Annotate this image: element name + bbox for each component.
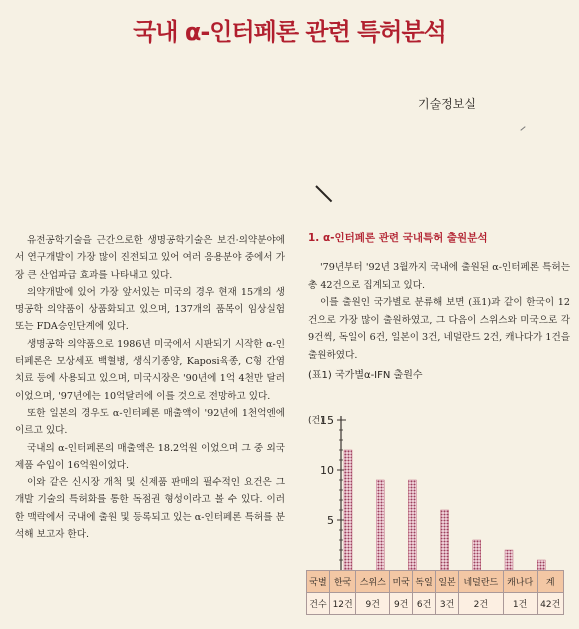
bar <box>344 450 352 570</box>
table-total-cell: 42건 <box>537 593 563 615</box>
patent-count-table <box>306 570 564 615</box>
table-header-cell: 캐나다 <box>503 571 537 593</box>
table-cell: 1건 <box>503 593 537 615</box>
paragraph: 이와 같은 신시장 개척 및 신제품 판매의 필수적인 요건은 그 개발 기술의 특허화를 통한 독점권 형성이라고 볼 수 있다. 이러한 맥락에서 국내에 출원 및 등록되고 있는 α-인터페론 특허를 분석해 보고자 한다. <box>15 477 285 541</box>
table-header-cell: 일본 <box>436 571 459 593</box>
left-column <box>15 232 285 543</box>
bar <box>505 550 513 570</box>
paragraph: 또한 일본의 경우도 α-인터페론 매출액이 '92년에 1천억엔에 이르고 있다. <box>15 407 285 437</box>
table-cell: 9건 <box>390 593 413 615</box>
table-cell: 6건 <box>413 593 436 615</box>
paragraph: 생명공학 의약품으로 1986년 미국에서 시판되기 시작한 α-인터페론은 모상세포 백혈병, 생식기종양, Kaposi육종, C형 간염치료 등에 사용되고 있으며, 미국시장은 '90년에 1억 4천만 달러 이었으며, '97년에는 10억달러에 이를 것으로 전망하고 있다. <box>15 338 285 402</box>
y-tick-label: 5 <box>327 514 334 527</box>
bar <box>441 510 449 570</box>
bar <box>473 540 481 570</box>
section-heading: 1. α-인터페론 관련 국내특허 출원분석 <box>308 232 488 244</box>
table-cell: 2건 <box>459 593 504 615</box>
table-header-cell: 독일 <box>413 571 436 593</box>
bar <box>408 480 416 570</box>
bar-chart <box>305 408 567 572</box>
table-header-row <box>307 571 564 593</box>
decorative-slash <box>315 185 332 202</box>
author-department: 기술정보실 <box>418 97 476 111</box>
table-cell: 3건 <box>436 593 459 615</box>
decorative-tick <box>520 126 525 131</box>
table-cell: 12건 <box>329 593 355 615</box>
bar <box>376 480 384 570</box>
table-header-cell: 네덜란드 <box>459 571 504 593</box>
paragraph: 유전공학기술을 근간으로한 생명공학기술은 보건·의약분야에서 연구개발이 가장 많이 진전되고 있어 여러 응용분야 중에서 가장 큰 산업파급 효과를 나타내고 있다. <box>15 235 285 281</box>
paragraph: 이를 출원인 국가별로 분류해 보면 (표1)과 같이 한국이 12건으로 가장 많이 출원하였고, 그 다음이 스위스와 미국으로 각 9건씩, 독일이 6건, 일본이 3건, 네덜란드 2건, 캐나다가 1건을 출원하였다. <box>308 297 570 361</box>
table-row <box>307 593 564 615</box>
bar <box>537 560 545 570</box>
right-column <box>308 230 570 381</box>
table-header-cell: 스위스 <box>356 571 390 593</box>
table-row-label: 건수 <box>307 593 330 615</box>
y-tick-label: 15 <box>320 414 334 427</box>
y-axis-label: (건) <box>308 416 324 426</box>
table-caption: (표1) 국가별α-IFN 출원수 <box>308 370 423 381</box>
article-title: 국내 α-인터페론 관련 특허분석 <box>133 18 446 46</box>
table-header-label: 국별 <box>307 571 330 593</box>
table-header-cell: 한국 <box>329 571 355 593</box>
table-header-cell: 미국 <box>390 571 413 593</box>
paragraph: '79년부터 '92년 3월까지 국내에 출원된 α-인터페론 특허는 총 42건으로 집계되고 있다. <box>308 262 570 291</box>
paragraph: 의약개발에 있어 가장 앞서있는 미국의 경우 현재 15개의 생명공학 의약품이 상품화되고 있으며, 137개의 품목이 임상실험 또는 FDA승인단계에 있다. <box>15 286 285 333</box>
y-tick-label: 10 <box>320 464 334 477</box>
paragraph: 국내의 α-인터페론의 매출액은 18.2억원 이었으며 그 중 외국제품 수입이 16억원이었다. <box>15 442 285 471</box>
table-total-header: 계 <box>537 571 563 593</box>
table-cell: 9건 <box>356 593 390 615</box>
